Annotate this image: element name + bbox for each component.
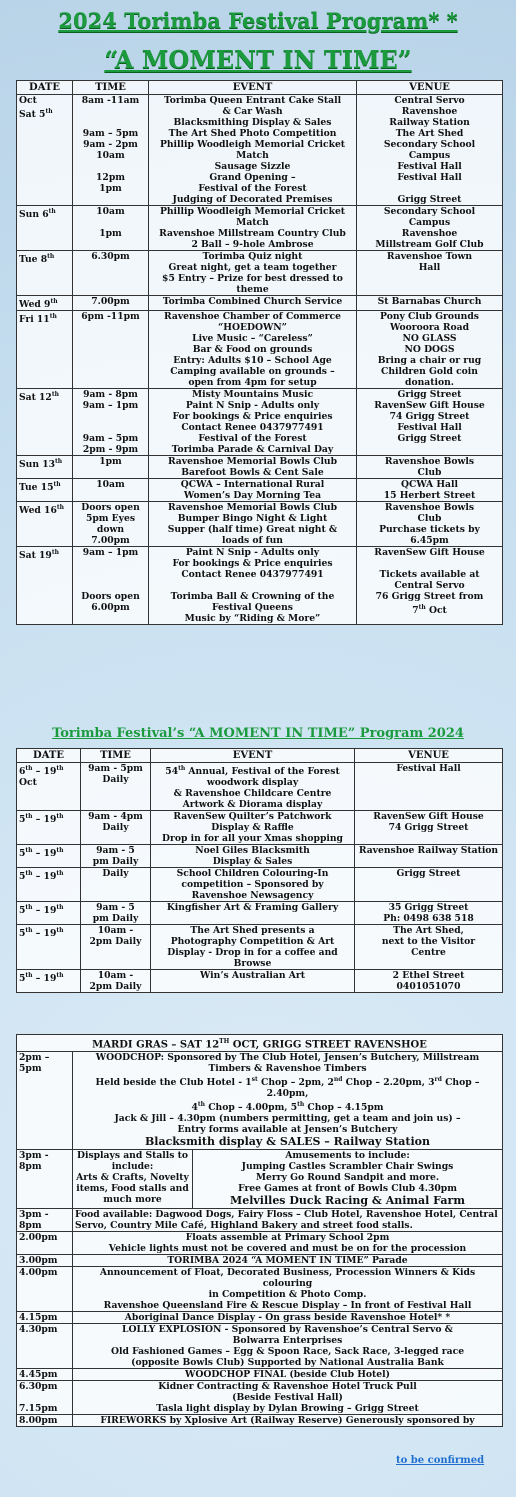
mardi-gras-header <box>17 1035 503 1052</box>
time-cell: 6.30pm <box>73 251 149 296</box>
table-row <box>17 1267 503 1312</box>
table-row <box>17 1232 503 1255</box>
amusements-cell <box>193 1150 503 1209</box>
event-cell: Misty Mountains Music Paint N Snip - Adults only For bookings & Price enquiries Contact Renee 0437977491 Festival of the Forest Torimba Parade & Carnival Day <box>149 389 357 456</box>
date-cell: 5th – 19th <box>17 868 81 902</box>
blacksmith-display: Blacksmith display & SALES – Railway Station <box>144 1135 431 1149</box>
time-cell: 4.00pm <box>17 1267 73 1312</box>
header-time: TIME <box>81 749 151 763</box>
table-row <box>17 547 503 625</box>
amusements-row <box>17 1150 503 1209</box>
amusements-text: Amusements to include: Jumping Castles Scrambler Chair Swings Merry Go Round Sandpit and more. Free Games at front of Bowls Club 4.30pm <box>238 1150 457 1195</box>
time-cell: 3.00pm <box>17 1255 73 1267</box>
event-cell: Noel Giles Blacksmith Display & Sales <box>151 845 355 868</box>
table-header-row <box>17 749 503 763</box>
time-cell: 8am -11am 9am – 5pm 9am - 2pm 10am 12pm 1pm <box>73 95 149 206</box>
header-time: TIME <box>73 81 149 95</box>
time-cell: Doors open 5pm Eyes down 7.00pm <box>73 502 149 547</box>
venue-cell: Ravenshoe Bowls Club Purchase tickets by 6.45pm <box>357 502 503 547</box>
date-cell: Wed 9th <box>17 296 73 311</box>
event-cell: Announcement of Float, Decorated Business, Procession Winners & Kids colouring in Competition & Photo Comp. Ravenshoe Queensland Fire & Rescue Display – In front of Festival Hall <box>73 1267 503 1312</box>
venue-cell: Festival Hall <box>355 763 503 811</box>
time-cell: Daily <box>81 868 151 902</box>
page-title: 2024 Torimba Festival Program* * <box>58 8 458 33</box>
table-row <box>17 1324 503 1369</box>
table-row <box>17 296 503 311</box>
venue-cell: St Barnabas Church <box>357 296 503 311</box>
header-event: EVENT <box>151 749 355 763</box>
table-row <box>17 389 503 456</box>
program-table-1 <box>16 80 503 625</box>
venue-cell: Ravenshoe Railway Station <box>355 845 503 868</box>
page-theme: “A MOMENT IN TIME” <box>104 45 412 74</box>
event-cell: LOLLY EXPLOSION - Sponsored by Ravenshoe’s Central Servo & Bolwarra Enterprises Old Fashioned Games – Egg & Spoon Race, Sack Race, 3-legged race (opposite Bowls Club) Supported by National Australia Bank <box>73 1324 503 1369</box>
amusements-time: 3pm - 8pm <box>17 1150 73 1209</box>
date-cell: Tue 15th <box>17 479 73 502</box>
event-cell: WOODCHOP FINAL (beside Club Hotel) <box>73 1369 503 1381</box>
time-cell: 9am - 5 pm Daily <box>81 845 151 868</box>
table-row <box>17 502 503 547</box>
time-cell: 6.30pm 7.15pm <box>17 1381 73 1415</box>
time-cell: 10am - 2pm Daily <box>81 925 151 970</box>
table-row <box>17 1255 503 1267</box>
time-cell: 4.15pm <box>17 1312 73 1324</box>
program-table-2 <box>16 748 503 993</box>
venue-cell: The Art Shed, next to the Visitor Centre <box>355 925 503 970</box>
event-cell: Kidner Contracting & Ravenshoe Hotel Truck Pull (Beside Festival Hall) Tasla light display by Dylan Browing – Grigg Street <box>73 1381 503 1415</box>
event-cell: 54th Annual, Festival of the Forest woodwork display & Ravenshoe Childcare Centre Artwork & Diorama display <box>151 763 355 811</box>
event-cell: Floats assemble at Primary School 2pm Vehicle lights must not be covered and must be on for the procession <box>73 1232 503 1255</box>
event-cell: Torimba Queen Entrant Cake Stall & Car Wash Blacksmithing Display & Sales The Art Shed Photo Competition Phillip Woodleigh Memorial Cricket Match Sausage Sizzle Grand Opening – Festival of the Forest Judging of Decorated Premises <box>149 95 357 206</box>
venue-cell: 2 Ethel Street 0401051070 <box>355 970 503 993</box>
time-cell: 9am - 5pm Daily <box>81 763 151 811</box>
event-cell: Win’s Australian Art <box>151 970 355 993</box>
date-cell: Fri 11th <box>17 311 73 389</box>
table-row <box>17 845 503 868</box>
table-row <box>17 251 503 296</box>
event-cell: Ravenshoe Memorial Bowls Club Bumper Bingo Night & Light Supper (half time) Great night & loads of fun <box>149 502 357 547</box>
event-cell: Ravenshoe Chamber of Commerce “HOEDOWN” Live Music – “Careless” Bar & Food on grounds Entry: Adults $10 – School Age Camping available on grounds – open from 4pm for setup <box>149 311 357 389</box>
date-cell: Sun 6th <box>17 206 73 251</box>
woodchop-time: 2pm – 5pm <box>17 1052 73 1150</box>
woodchop-sponsors: WOODCHOP: Sponsored by The Club Hotel, Jensen’s Butchery, Millstream Timbers & Ravenshoe Timbers <box>95 1052 480 1075</box>
event-cell: Kingfisher Art & Framing Gallery <box>151 902 355 925</box>
date-cell: Sat 12th <box>17 389 73 456</box>
woodchop-cell <box>73 1052 503 1150</box>
duck-racing: Melvilles Duck Racing & Animal Farm <box>230 1194 465 1208</box>
time-cell: 3pm - 8pm <box>17 1209 73 1232</box>
table-row <box>17 1369 503 1381</box>
venue-cell: RavenSew Gift House Tickets available at Central Servo 76 Grigg Street from 7th Oct <box>357 547 503 625</box>
table-row <box>17 1415 503 1427</box>
header-venue: VENUE <box>355 749 503 763</box>
table-row <box>17 1209 503 1232</box>
date-cell: 5th – 19th <box>17 845 81 868</box>
time-cell: 9am - 4pm Daily <box>81 811 151 845</box>
event-cell: Phillip Woodleigh Memorial Cricket Match Ravenshoe Millstream Country Club 2 Ball – 9-hole Ambrose <box>149 206 357 251</box>
woodchop-schedule: Held beside the Club Hotel - 1st Chop – 2pm, 2nd Chop – 2.20pm, 3rd Chop – 2.40pm, 4th Chop – 4.00pm, 5th Chop – 4.15pm Jack & Jill – 4.30pm (numbers permitting, get a team and join us) – Entry forms available at Jensen’s Butchery <box>95 1076 480 1136</box>
time-cell: 7.00pm <box>73 296 149 311</box>
event-cell: Torimba Quiz night Great night, get a team together $5 Entry – Prize for best dressed to theme <box>149 251 357 296</box>
table-row <box>17 95 503 206</box>
mardi-gras-table <box>16 1034 503 1427</box>
time-cell: 10am - 2pm Daily <box>81 970 151 993</box>
table-row <box>17 479 503 502</box>
time-cell: 9am - 8pm 9am – 1pm 9am – 5pm 2pm - 9pm <box>73 389 149 456</box>
table-row <box>17 1312 503 1324</box>
table-row <box>17 1381 503 1415</box>
venue-cell: Central Servo Ravenshoe Railway Station The Art Shed Secondary School Campus Festival Hall Festival Hall Grigg Street <box>357 95 503 206</box>
header-venue: VENUE <box>357 81 503 95</box>
event-cell: Torimba Combined Church Service <box>149 296 357 311</box>
venue-cell: 35 Grigg Street Ph: 0498 638 518 <box>355 902 503 925</box>
table-row <box>17 970 503 993</box>
date-cell: 5th – 19th <box>17 902 81 925</box>
time-cell: 4.45pm <box>17 1369 73 1381</box>
header-date: DATE <box>17 81 73 95</box>
time-cell: 10am 1pm <box>73 206 149 251</box>
date-cell: 5th – 19th <box>17 925 81 970</box>
time-cell: 10am <box>73 479 149 502</box>
event-cell: Food available: Dagwood Dogs, Fairy Floss – Club Hotel, Ravenshoe Hotel, Central Servo, Country Mile Café, Highland Bakery and street food stalls. <box>73 1209 503 1232</box>
table-row <box>17 902 503 925</box>
venue-cell: Ravenshoe Bowls Club <box>357 456 503 479</box>
date-cell: 5th – 19th <box>17 970 81 993</box>
venue-cell: Ravenshoe Town Hall <box>357 251 503 296</box>
time-cell: 1pm <box>73 456 149 479</box>
date-cell: Wed 16th <box>17 502 73 547</box>
date-cell: 6th – 19th Oct <box>17 763 81 811</box>
venue-cell: Grigg Street <box>355 868 503 902</box>
section-subtitle: Torimba Festival’s “A MOMENT IN TIME” Program 2024 <box>52 726 464 741</box>
date-cell: Sun 13th <box>17 456 73 479</box>
event-cell: QCWA – International Rural Women’s Day Morning Tea <box>149 479 357 502</box>
event-cell: FIREWORKS by Xplosive Art (Railway Reserve) Generously sponsored by <box>73 1415 503 1427</box>
table-row <box>17 763 503 811</box>
time-cell: 6pm -11pm <box>73 311 149 389</box>
time-cell: 8.00pm <box>17 1415 73 1427</box>
date-cell: Sat 19th <box>17 547 73 625</box>
event-cell: Paint N Snip - Adults only For bookings & Price enquiries Contact Renee 0437977491 Torimba Ball & Crowning of the Festival Queens Music by “Riding & More” <box>149 547 357 625</box>
time-cell: 9am – 1pm Doors open 6.00pm <box>73 547 149 625</box>
date-cell: Oct Sat 5th <box>17 95 73 206</box>
table-row <box>17 206 503 251</box>
table-row <box>17 311 503 389</box>
venue-cell: Secondary School Campus Ravenshoe Millstream Golf Club <box>357 206 503 251</box>
date-cell: 5th – 19th <box>17 811 81 845</box>
header-event: EVENT <box>149 81 357 95</box>
table-header-row <box>17 81 503 95</box>
mardi-gras-title: MARDI GRAS – SAT 12TH OCT, GRIGG STREET RAVENSHOE <box>17 1035 503 1052</box>
event-cell: Aboriginal Dance Display - On grass beside Ravenshoe Hotel* * <box>73 1312 503 1324</box>
event-cell: TORIMBA 2024 “A MOMENT IN TIME” Parade <box>73 1255 503 1267</box>
event-cell: RavenSew Quilter’s Patchwork Display & Raffle Drop in for all your Xmas shopping <box>151 811 355 845</box>
time-cell: 4.30pm <box>17 1324 73 1369</box>
to-be-confirmed-note: to be confirmed <box>396 1455 485 1466</box>
time-cell: 2.00pm <box>17 1232 73 1255</box>
woodchop-row <box>17 1052 503 1150</box>
table-row <box>17 811 503 845</box>
table-row <box>17 925 503 970</box>
venue-cell: RavenSew Gift House 74 Grigg Street <box>355 811 503 845</box>
event-cell: Ravenshoe Memorial Bowls Club Barefoot Bowls & Cent Sale <box>149 456 357 479</box>
venue-cell: QCWA Hall 15 Herbert Street <box>357 479 503 502</box>
table-row <box>17 868 503 902</box>
event-cell: The Art Shed presents a Photography Competition & Art Display - Drop in for a coffee and Browse <box>151 925 355 970</box>
venue-cell: Grigg Street RavenSew Gift House 74 Grigg Street Festival Hall Grigg Street <box>357 389 503 456</box>
time-cell: 9am - 5 pm Daily <box>81 902 151 925</box>
table-row <box>17 456 503 479</box>
venue-cell: Pony Club Grounds Wooroora Road NO GLASS NO DOGS Bring a chair or rug Children Gold coin donation. <box>357 311 503 389</box>
event-cell: School Children Colouring-In competition – Sponsored by Ravenshoe Newsagency <box>151 868 355 902</box>
stalls-text: Displays and Stalls to include: Arts & Crafts, Novelty items, Food stalls and much more <box>73 1150 193 1209</box>
date-cell: Tue 8th <box>17 251 73 296</box>
header-date: DATE <box>17 749 81 763</box>
